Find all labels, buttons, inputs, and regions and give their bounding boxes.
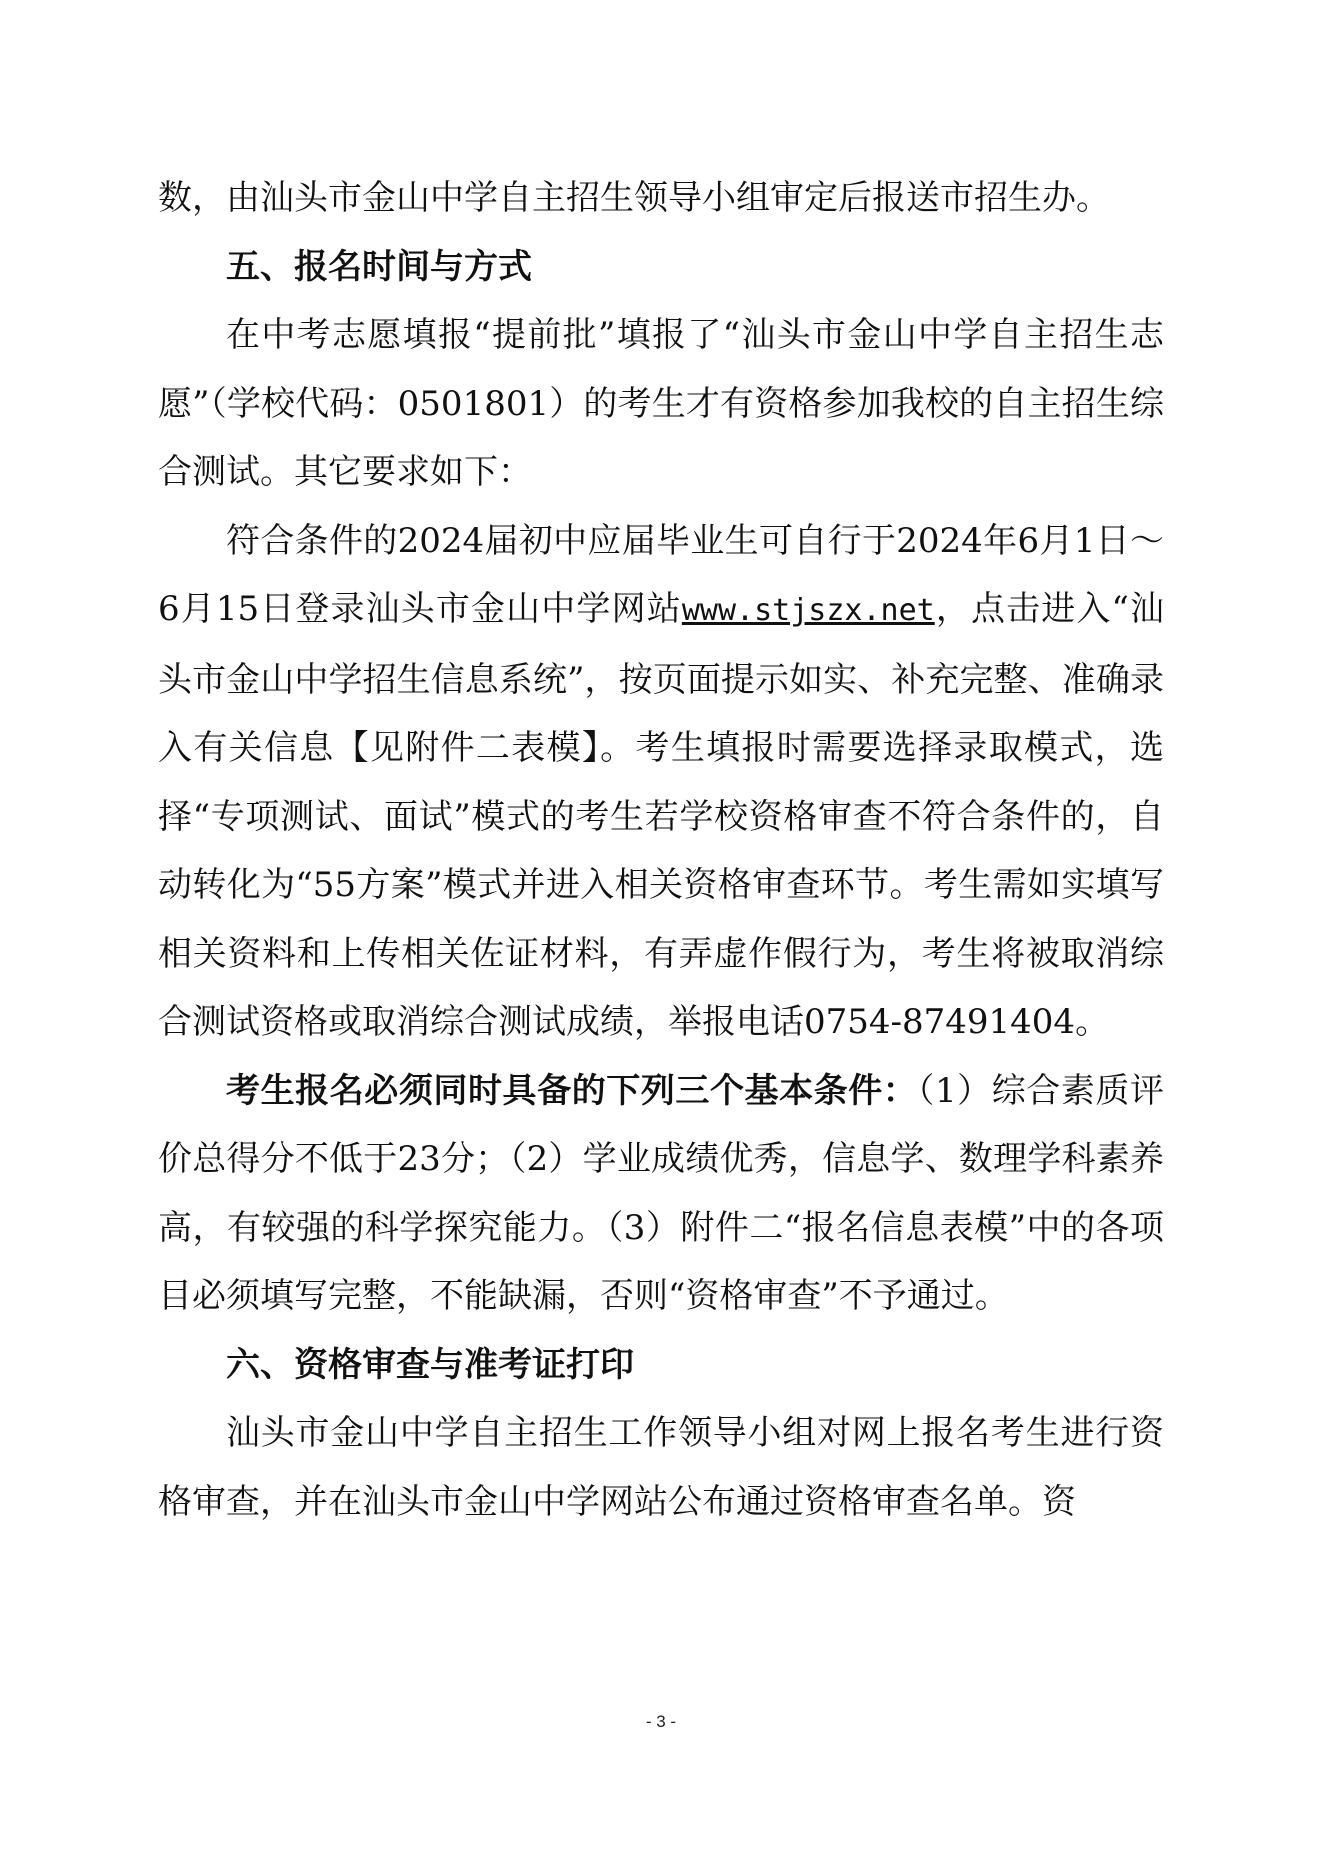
section-5-paragraph-2 xyxy=(158,507,1164,1057)
section-5-heading: 五、报名时间与方式 xyxy=(226,246,532,287)
section-6-paragraph-1: 汕头市金山中学自主招生工作领导小组对网上报名考生进行资格审查，并在汕头市金山中学网站公布通过资格审查名单。资 xyxy=(158,1413,1164,1522)
section-6-heading: 六、资格审查与准考证打印 xyxy=(226,1344,634,1385)
page-number: - 3 - xyxy=(645,1712,677,1731)
section-5-paragraph-1: 在中考志愿填报“提前批”填报了“汕头市金山中学自主招生志愿”（学校代码：0501801）的考生才有资格参加我校的自主招生综合测试。其它要求如下： xyxy=(158,315,1164,492)
document-body xyxy=(158,164,1164,1536)
basic-conditions-list: （1）综合素质评价总得分不低于23分；（2）学业成绩优秀，信息学、数理学科素养高，有较强的科学探究能力。（3）附件二“报名信息表模”中的各项目必须填写完整，不能缺漏，否则“资格审查”不予通过。 xyxy=(158,1070,1165,1316)
section-5-paragraph-3 xyxy=(158,1057,1164,1331)
basic-conditions-lead: 考生报名必须同时具备的下列三个基本条件： xyxy=(226,1070,918,1111)
registration-text-before-link: 符合条件的2024届初中应届毕业生可自行于2024年6月1日～6月15日登录汕头市金山中学网站 xyxy=(158,520,1164,629)
registration-text-after-link: ，点击进入“汕头市金山中学招生信息系统”，按页面提示如实、补充完整、准确录入有关信息【见附件二表模】。考生填报时需要选择录取模式，选择“专项测试、面试”模式的考生若学校资格审查不符合条件的，自动转化为“55方案”模式并进入相关资格审查环节。考生需如实填写相关资料和上传相关佐证材料，有弄虚作假行为，考生将被取消综合测试资格或取消综合测试成绩，举报电话0754-87491404。 xyxy=(158,589,1164,1042)
continuation-paragraph: 数，由汕头市金山中学自主招生领导小组审定后报送市招生办。 xyxy=(158,178,1110,218)
school-website-link[interactable]: www.stjszx.net xyxy=(681,593,935,628)
